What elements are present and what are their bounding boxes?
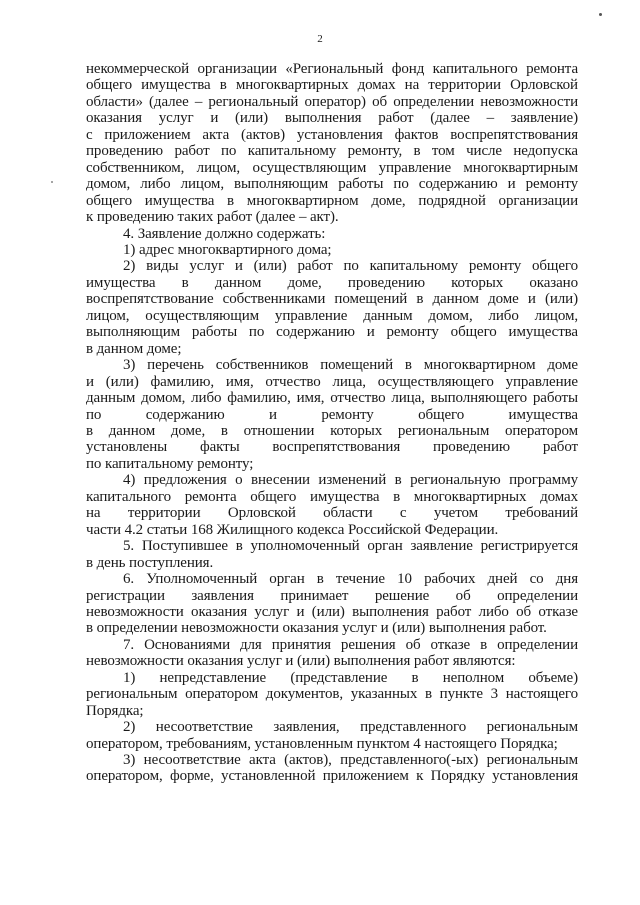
text-line: общего имущества в многоквартирном доме, подрядной организации <box>86 192 578 209</box>
text-line: 5. Поступившее в уполномоченный орган заявление регистрируется <box>123 538 578 555</box>
text-line: и (или) фамилию, имя, отчество лица, осуществляющего управление <box>86 373 578 390</box>
text-line: области» (далее – региональный оператор) об определении невозможности <box>86 93 578 110</box>
text-line: в день поступления. <box>86 554 214 571</box>
text-line: домом, либо лицом, выполняющим работы по содержанию и ремонту <box>86 176 578 193</box>
text-line: в определении невозможности оказания услуг и (или) выполнения работ. <box>86 620 547 637</box>
text-line: 3) несоответствие акта (актов), представленного(-ых) региональным <box>123 752 578 769</box>
page-number: 2 <box>317 33 323 45</box>
text-line: капитального ремонта общего имущества в многоквартирных домах <box>86 488 578 505</box>
text-line: выполняющим работы по содержанию и ремонту общего имущества <box>86 324 578 341</box>
text-line: в данном доме, в отношении которых региональным оператором <box>86 422 578 439</box>
scan-artifact <box>599 13 602 16</box>
text-line: имущества в данном доме, проведению которых оказано <box>86 274 578 291</box>
text-line: оказания услуг и (или) выполнения работ (далее – заявление) <box>86 110 578 127</box>
text-line: установлены факты воспрепятствования проведению работ <box>86 439 578 456</box>
text-line: 2) виды услуг и (или) работ по капитальному ремонту общего <box>123 258 578 275</box>
text-line: невозможности оказания услуг и (или) выполнения работ являются: <box>86 653 516 670</box>
text-line: 1) непредставление (представление в неполном объеме) <box>123 669 578 686</box>
text-line: лицом, осуществляющим управление данным домом, либо лицом, <box>86 307 578 324</box>
text-line: оператором, требованиям, установленным пунктом 4 настоящего Порядка; <box>86 735 558 752</box>
text-line: в данном доме; <box>86 340 182 357</box>
document-body <box>86 61 578 785</box>
text-line: собственником, лицом, осуществляющим управление многоквартирным <box>86 159 578 176</box>
text-line: к проведению таких работ (далее – акт). <box>86 209 339 226</box>
text-line: воспрепятствование собственниками помещений в данном доме и (или) <box>86 291 578 308</box>
text-line: 2) несоответствие заявления, представленного региональным <box>123 719 578 736</box>
text-line: 4. Заявление должно содержать: <box>123 225 326 242</box>
text-line: невозможности оказания услуг и (или) выполнения работ либо об отказе <box>86 603 578 620</box>
text-line: общего имущества в многоквартирных домах на территории Орловской <box>86 77 578 94</box>
text-line: с приложением акта (актов) установления фактов воспрепятствования <box>86 126 578 143</box>
text-line: по содержанию и ремонту общего имущества <box>86 406 578 423</box>
text-line: на территории Орловской области с учетом требований <box>86 505 578 522</box>
text-line: 4) предложения о внесении изменений в региональную программу <box>123 472 578 489</box>
text-line: региональным оператором документов, указанных в пункте 3 настоящего <box>86 686 578 703</box>
text-line: оператором, форме, установленной приложением к Порядку установления <box>86 768 578 785</box>
text-line: некоммерческой организации «Региональный фонд капитального ремонта <box>86 61 578 77</box>
text-line: данным домом, либо фамилию, имя, отчество лица, выполняющего работы <box>86 390 578 407</box>
text-line: 1) адрес многоквартирного дома; <box>123 241 332 258</box>
text-line: части 4.2 статьи 168 Жилищного кодекса Российской Федерации. <box>86 521 499 538</box>
text-line: по капитальному ремонту; <box>86 455 254 472</box>
text-line: 6. Уполномоченный орган в течение 10 рабочих дней со дня <box>123 571 578 588</box>
text-line: 7. Основаниями для принятия решения об отказе в определении <box>123 636 578 653</box>
scan-artifact <box>51 181 53 183</box>
text-line: регистрации заявления принимает решение об определении <box>86 587 578 604</box>
text-line: проведению работ по капитальному ремонту, в том числе недопуска <box>86 143 578 160</box>
text-line: 3) перечень собственников помещений в многоквартирном доме <box>123 357 578 374</box>
text-line: Порядка; <box>86 702 144 719</box>
